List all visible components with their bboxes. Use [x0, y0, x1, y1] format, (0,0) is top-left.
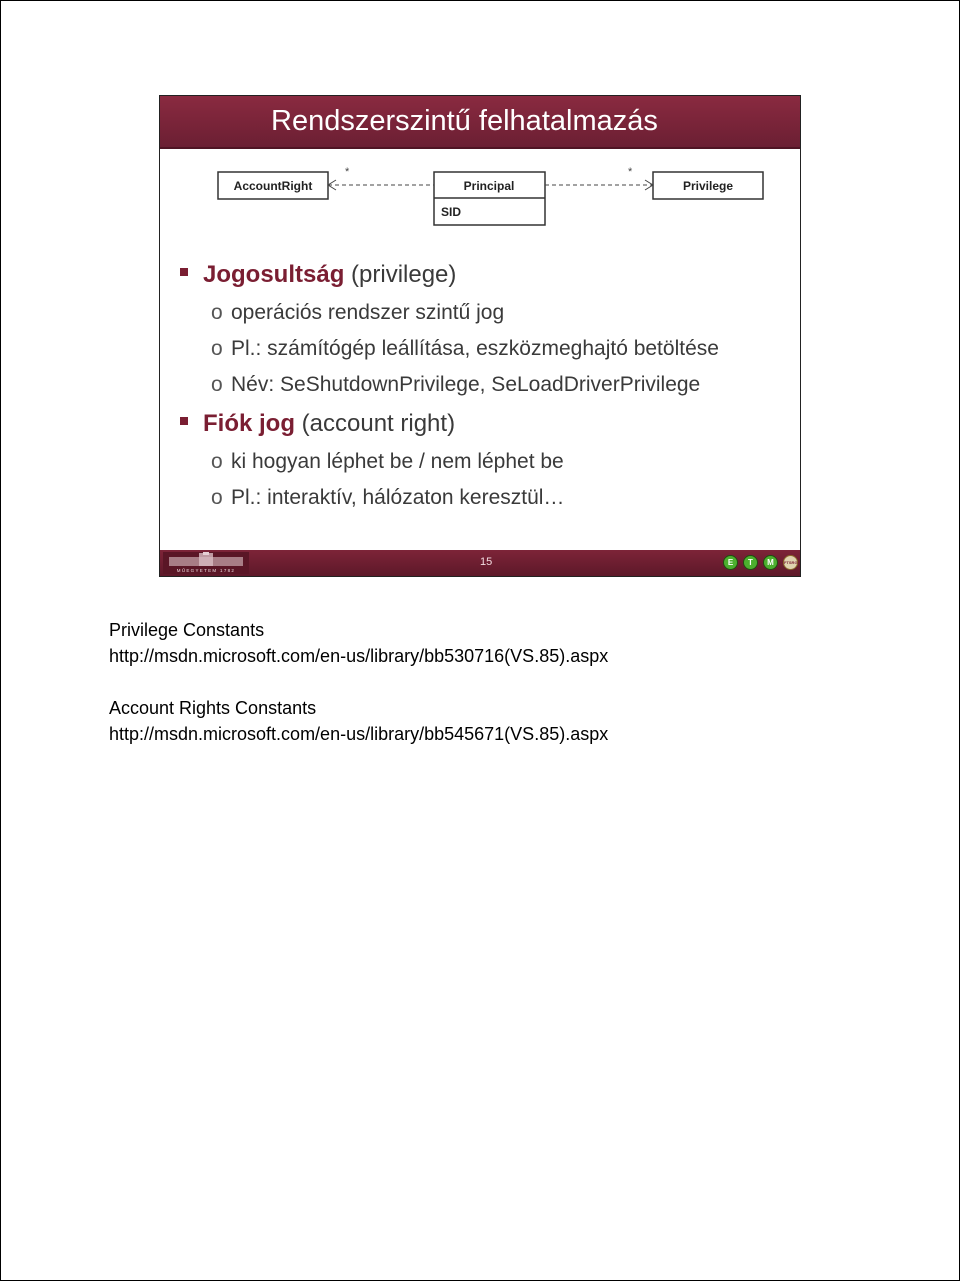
sub-bullet — [211, 373, 701, 397]
notes-account-rights-url[interactable]: http://msdn.microsoft.com/en-us/library/bb545671(VS.85).aspx — [109, 724, 609, 744]
circle-bullet-icon: o — [211, 373, 223, 396]
page-number: 15 — [480, 556, 493, 568]
notes-section — [109, 617, 608, 747]
bullet-keyword: Jogosultság — [203, 261, 345, 288]
circle-bullet-icon: o — [211, 301, 223, 324]
nav-t-button[interactable]: T — [743, 555, 758, 570]
uml-diagram — [160, 151, 800, 231]
slide — [159, 95, 801, 577]
slide-title: Rendszerszintű felhatalmazás — [271, 105, 658, 137]
bullet-account-right — [203, 410, 455, 438]
sub-bullet — [211, 337, 719, 361]
multiplicity-right: * — [628, 166, 633, 178]
sub-bullet-text: Pl.: interaktív, hálózaton keresztül… — [231, 486, 565, 509]
nav-m-button[interactable]: M — [763, 555, 778, 570]
bullet-rest: (privilege) — [344, 261, 457, 288]
circle-bullet-icon: o — [211, 486, 223, 509]
privilege-class — [653, 172, 763, 199]
sub-bullet — [211, 450, 564, 474]
sub-bullet-text: ki hogyan léphet be / nem léphet be — [231, 450, 564, 473]
notes-account-rights-heading: Account Rights Constants — [109, 698, 317, 718]
association-right — [545, 166, 653, 190]
circle-bullet-icon: o — [211, 450, 223, 473]
logo-text: MŰEGYETEM 1782 — [176, 568, 236, 573]
slide-title-bar — [160, 96, 800, 149]
sub-bullet-text: Pl.: számítógép leállítása, eszközmeghajtó betöltése — [231, 337, 719, 360]
notes-privilege-url[interactable]: http://msdn.microsoft.com/en-us/library/bb530716(VS.85).aspx — [109, 646, 609, 666]
university-logo-icon — [163, 552, 249, 574]
sub-bullet — [211, 486, 565, 510]
sub-bullet — [211, 301, 505, 325]
circle-bullet-icon: o — [211, 337, 223, 360]
nav-e-button[interactable]: E — [723, 555, 738, 570]
accountright-class — [218, 172, 328, 199]
bullet-rest: (account right) — [295, 410, 456, 437]
notes-privilege-heading: Privilege Constants — [109, 620, 265, 640]
bullet-privilege — [203, 261, 456, 289]
square-bullet-icon — [180, 417, 188, 425]
sub-bullet-text: operációs rendszer szintű jog — [231, 301, 505, 324]
privilege-label: Privilege — [682, 179, 734, 193]
accountright-label: AccountRight — [233, 179, 313, 193]
multiplicity-left: * — [345, 166, 350, 178]
association-left — [328, 166, 434, 190]
principal-class — [434, 172, 545, 225]
sub-bullet-text: Név: SeShutdownPrivilege, SeLoadDriverPrivilege — [231, 373, 701, 396]
slide-footer — [160, 550, 800, 576]
principal-label: Principal — [463, 179, 515, 193]
sid-attribute: SID — [441, 205, 462, 219]
ftsrg-logo-icon: FTSRG — [783, 555, 798, 570]
square-bullet-icon — [180, 268, 188, 276]
bullet-keyword: Fiók jog — [203, 410, 295, 437]
